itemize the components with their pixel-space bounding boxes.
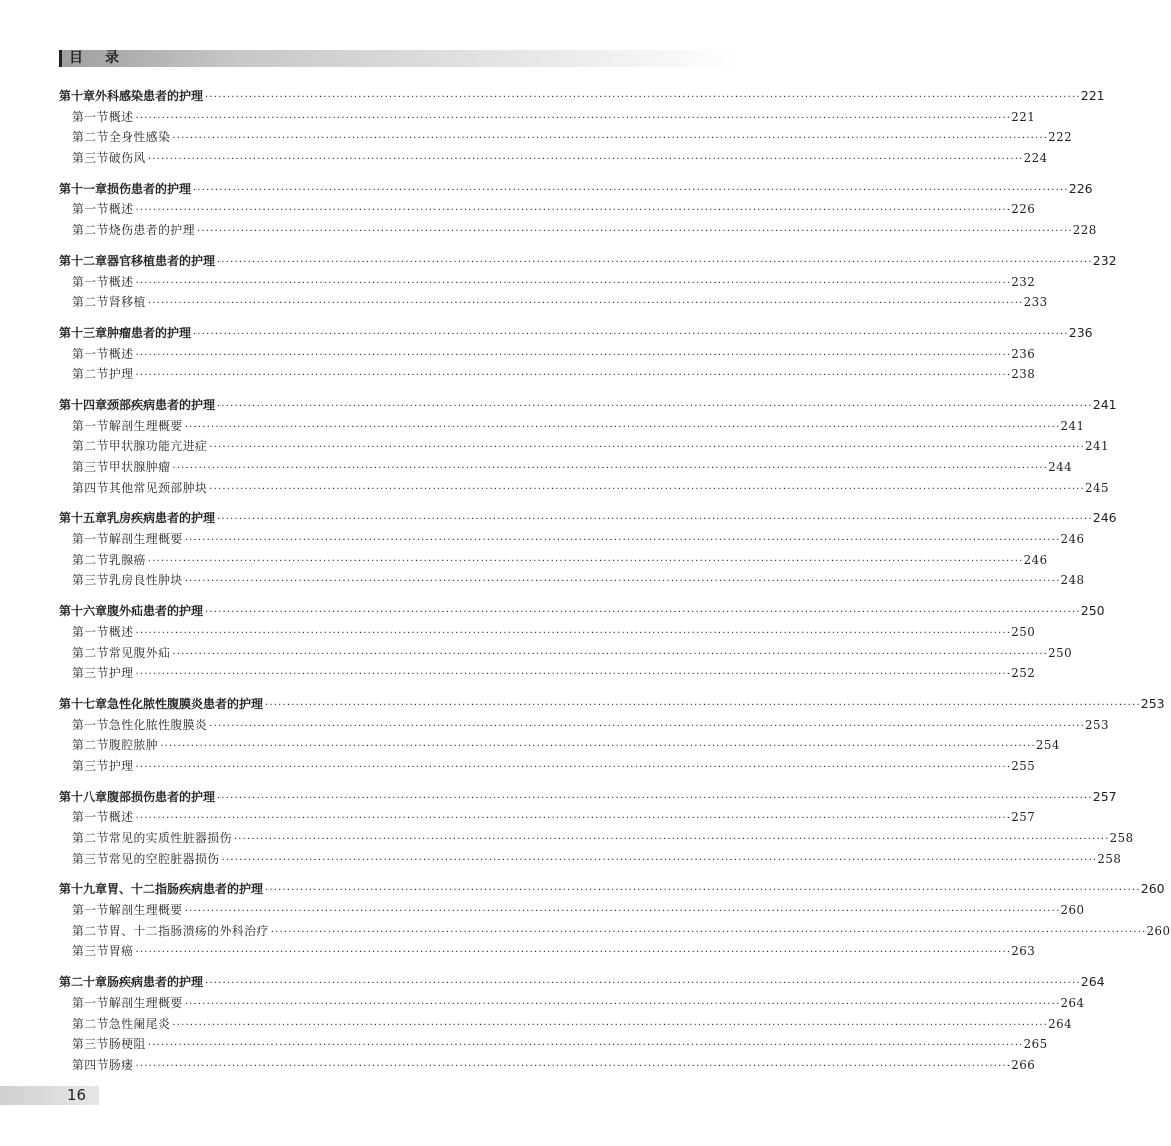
chapter-page-number: 232 bbox=[1092, 252, 1117, 268]
dot-leader: ········································································································································································································ bbox=[193, 328, 1069, 340]
section-number: 第二节 bbox=[72, 738, 109, 753]
dot-leader: ········································································································································································································ bbox=[184, 421, 1061, 433]
toc-section-entry[interactable] bbox=[59, 942, 1036, 963]
chapter-number: 第十六章 bbox=[59, 604, 108, 619]
section-title: 概述 bbox=[108, 346, 134, 361]
chapter-group bbox=[59, 324, 1093, 386]
dot-leader: ········································································································································································································ bbox=[135, 627, 1012, 639]
dot-leader: ········································································································································································································ bbox=[147, 555, 1024, 567]
section-page-number: 238 bbox=[1011, 367, 1036, 382]
section-number: 第二节 bbox=[72, 1016, 109, 1031]
section-number: 第一节 bbox=[72, 903, 109, 918]
chapter-number: 第十二章 bbox=[59, 253, 108, 268]
section-number: 第三节 bbox=[72, 666, 109, 681]
section-title: 解剖生理概要 bbox=[108, 532, 183, 547]
section-title: 护理 bbox=[108, 367, 134, 382]
section-title: 常见腹外疝 bbox=[108, 645, 171, 660]
section-title: 肾移植 bbox=[108, 295, 146, 310]
section-page-number: 228 bbox=[1072, 223, 1097, 238]
section-number: 第二节 bbox=[72, 439, 109, 454]
section-number: 第二节 bbox=[72, 552, 109, 567]
chapter-group bbox=[59, 788, 1134, 871]
dot-leader: ········································································································································································································ bbox=[217, 400, 1093, 412]
section-page-number: 232 bbox=[1011, 274, 1036, 289]
section-title: 急性阑尾炎 bbox=[108, 1016, 171, 1031]
section-number: 第三节 bbox=[72, 758, 109, 773]
dot-leader: ········································································································································································································ bbox=[221, 854, 1098, 866]
chapter-page-number: 241 bbox=[1092, 396, 1117, 412]
section-title: 概述 bbox=[108, 624, 134, 639]
section-page-number: 246 bbox=[1023, 552, 1048, 567]
dot-leader: ········································································································································································································ bbox=[135, 669, 1012, 681]
section-number: 第四节 bbox=[72, 480, 109, 495]
toc-section-entry[interactable] bbox=[59, 1035, 1048, 1056]
section-title: 护理 bbox=[108, 758, 134, 773]
section-page-number: 264 bbox=[1060, 995, 1085, 1010]
chapter-title: 腹部损伤患者的护理 bbox=[107, 789, 216, 804]
section-page-number: 250 bbox=[1011, 624, 1036, 639]
section-number: 第一节 bbox=[72, 624, 109, 639]
toc-chapter-entry[interactable] bbox=[59, 973, 1105, 994]
chapter-title: 腹外疝患者的护理 bbox=[107, 604, 204, 619]
section-number: 第三节 bbox=[72, 460, 109, 474]
toc-section-entry[interactable] bbox=[59, 623, 1036, 644]
chapter-title: 肠疾病患者的护理 bbox=[107, 975, 204, 990]
dot-leader: ········································································································································································································ bbox=[233, 834, 1110, 845]
section-title: 甲状腺功能亢进症 bbox=[108, 439, 208, 454]
toc-chapter-entry[interactable] bbox=[59, 87, 1105, 108]
section-title: 解剖生理概要 bbox=[108, 418, 183, 433]
toc-section-entry[interactable] bbox=[59, 922, 1171, 943]
section-number: 第一节 bbox=[72, 109, 109, 124]
toc-section-entry[interactable] bbox=[59, 108, 1036, 129]
section-page-number: 222 bbox=[1048, 130, 1073, 145]
section-page-number: 263 bbox=[1011, 944, 1036, 959]
section-number: 第一节 bbox=[72, 995, 109, 1010]
section-page-number: 241 bbox=[1085, 439, 1110, 454]
dot-leader: ········································································································································································································ bbox=[135, 205, 1012, 217]
dot-leader: ········································································································································································································ bbox=[184, 906, 1061, 918]
section-page-number: 260 bbox=[1146, 923, 1171, 938]
toc-section-entry[interactable] bbox=[59, 530, 1085, 551]
section-page-number: 253 bbox=[1085, 717, 1110, 732]
toc-section-entry[interactable] bbox=[59, 757, 1036, 778]
section-title: 常见的实质性脏器损伤 bbox=[108, 831, 232, 845]
section-page-number: 241 bbox=[1060, 418, 1085, 433]
section-number: 第一节 bbox=[72, 532, 109, 547]
toc-section-entry[interactable] bbox=[59, 365, 1036, 386]
toc-section-entry[interactable] bbox=[59, 221, 1097, 242]
section-page-number: 245 bbox=[1085, 480, 1110, 495]
dot-leader: ········································································································································································································ bbox=[135, 813, 1012, 825]
section-page-number: 266 bbox=[1011, 1057, 1036, 1072]
section-number: 第四节 bbox=[72, 1057, 109, 1072]
section-number: 第一节 bbox=[72, 274, 109, 289]
dot-leader: ········································································································································································································ bbox=[205, 607, 1081, 619]
toc-section-entry[interactable] bbox=[59, 644, 1073, 665]
dot-leader: ········································································································································································································ bbox=[193, 184, 1069, 196]
dot-leader: ········································································································································································································ bbox=[135, 277, 1012, 289]
section-number: 第一节 bbox=[72, 346, 109, 361]
toc-chapter-entry[interactable] bbox=[59, 880, 1165, 901]
chapter-title: 颈部疾病患者的护理 bbox=[107, 397, 216, 412]
toc-section-entry[interactable] bbox=[59, 128, 1073, 149]
chapter-group bbox=[59, 973, 1105, 1076]
section-page-number: 254 bbox=[1035, 738, 1060, 753]
chapter-group bbox=[59, 695, 1165, 778]
dot-leader: ········································································································································································································ bbox=[172, 648, 1049, 660]
toc-section-entry[interactable] bbox=[59, 273, 1036, 294]
dot-leader: ········································································································································································································ bbox=[184, 576, 1061, 588]
toc-section-entry[interactable] bbox=[59, 994, 1085, 1015]
section-title: 概述 bbox=[108, 109, 134, 124]
toc-section-entry[interactable] bbox=[59, 551, 1048, 572]
section-page-number: 233 bbox=[1023, 295, 1048, 310]
dot-leader: ········································································································································································································ bbox=[172, 463, 1049, 474]
chapter-title: 损伤患者的护理 bbox=[107, 181, 192, 196]
section-page-number: 252 bbox=[1011, 666, 1036, 681]
chapter-page-number: 221 bbox=[1080, 88, 1105, 103]
dot-leader: ········································································································································································································ bbox=[172, 133, 1049, 145]
chapter-number: 第十三章 bbox=[59, 325, 108, 340]
dot-leader: ········································································································································································································ bbox=[205, 978, 1081, 990]
toc-section-entry[interactable] bbox=[59, 345, 1036, 366]
toc-chapter-entry[interactable] bbox=[59, 788, 1117, 809]
toc-chapter-entry[interactable] bbox=[59, 324, 1093, 345]
section-number: 第二节 bbox=[72, 223, 109, 238]
chapter-page-number: 226 bbox=[1068, 180, 1093, 196]
toc-chapter-entry[interactable] bbox=[59, 602, 1105, 623]
toc-chapter-entry[interactable] bbox=[59, 695, 1165, 716]
toc-section-entry[interactable] bbox=[59, 479, 1110, 500]
toc-section-entry[interactable] bbox=[59, 200, 1036, 221]
section-page-number: 246 bbox=[1060, 532, 1085, 547]
dot-leader: ········································································································································································································ bbox=[265, 885, 1141, 897]
dot-leader: ········································································································································································································ bbox=[135, 112, 1012, 124]
section-title: 解剖生理概要 bbox=[108, 995, 183, 1010]
section-title: 乳房良性肿块 bbox=[108, 573, 183, 588]
dot-leader: ········································································································································································································ bbox=[209, 483, 1086, 495]
dot-leader: ········································································································································································································ bbox=[217, 514, 1093, 526]
toc-section-entry[interactable] bbox=[59, 1056, 1036, 1077]
chapter-group bbox=[59, 87, 1105, 170]
chapter-number: 第十章 bbox=[59, 89, 96, 103]
toc-chapter-entry[interactable] bbox=[59, 396, 1117, 417]
section-title: 常见的空腔脏器损伤 bbox=[108, 851, 220, 866]
section-number: 第二节 bbox=[72, 367, 109, 382]
toc-section-entry[interactable] bbox=[59, 829, 1134, 850]
dot-leader: ········································································································································································································ bbox=[147, 298, 1024, 310]
section-title: 甲状腺肿瘤 bbox=[108, 460, 171, 474]
dot-leader: ········································································································································································································ bbox=[147, 154, 1024, 166]
toc-section-entry[interactable] bbox=[59, 716, 1110, 737]
chapter-group bbox=[59, 602, 1105, 685]
chapter-page-number: 257 bbox=[1092, 788, 1117, 804]
dot-leader: ········································································································································································································ bbox=[147, 1040, 1024, 1052]
dot-leader: ········································································································································································································ bbox=[160, 741, 1036, 753]
toc-section-entry[interactable] bbox=[59, 901, 1085, 922]
table-of-contents bbox=[59, 87, 1171, 1087]
dot-leader: ········································································································································································································ bbox=[197, 226, 1073, 238]
toc-chapter-entry[interactable] bbox=[59, 252, 1117, 273]
section-title: 胃癌 bbox=[108, 944, 134, 959]
toc-section-entry[interactable] bbox=[59, 736, 1060, 757]
section-title: 解剖生理概要 bbox=[108, 903, 183, 918]
header-accent-bar bbox=[59, 50, 62, 67]
section-title: 胃、十二指肠溃疡的外科治疗 bbox=[108, 923, 269, 938]
chapter-group bbox=[59, 396, 1117, 499]
section-number: 第二节 bbox=[72, 295, 109, 310]
dot-leader: ········································································································································································································ bbox=[270, 926, 1147, 938]
section-number: 第三节 bbox=[72, 1037, 109, 1052]
chapter-number: 第十七章 bbox=[59, 696, 108, 711]
dot-leader: ········································································································································································································ bbox=[184, 998, 1061, 1010]
toc-chapter-entry[interactable] bbox=[59, 509, 1117, 530]
section-title: 破伤风 bbox=[108, 151, 146, 166]
section-number: 第一节 bbox=[72, 418, 109, 433]
dot-leader: ········································································································································································································ bbox=[135, 761, 1012, 773]
section-number: 第二节 bbox=[72, 923, 109, 938]
section-page-number: 226 bbox=[1011, 202, 1036, 217]
dot-leader: ········································································································································································································ bbox=[265, 699, 1141, 711]
dot-leader: ········································································································································································································ bbox=[135, 370, 1012, 382]
chapter-title: 外科感染患者的护理 bbox=[95, 89, 204, 103]
section-page-number: 248 bbox=[1060, 573, 1085, 588]
dot-leader: ········································································································································································································ bbox=[135, 1060, 1012, 1072]
dot-leader: ········································································································································································································ bbox=[172, 1019, 1049, 1031]
toc-section-entry[interactable] bbox=[59, 293, 1048, 314]
toc-section-entry[interactable] bbox=[59, 1015, 1073, 1036]
chapter-number: 第十八章 bbox=[59, 789, 108, 804]
section-title: 肠梗阻 bbox=[108, 1037, 146, 1052]
section-title: 护理 bbox=[108, 666, 134, 681]
chapter-title: 器官移植患者的护理 bbox=[107, 253, 216, 268]
chapter-number: 第十一章 bbox=[59, 181, 108, 196]
dot-leader: ········································································································································································································ bbox=[209, 720, 1086, 732]
section-page-number: 221 bbox=[1011, 109, 1036, 124]
chapter-number: 第十九章 bbox=[59, 882, 108, 897]
section-number: 第一节 bbox=[72, 202, 109, 217]
chapter-page-number: 264 bbox=[1080, 974, 1105, 990]
section-number: 第二节 bbox=[72, 130, 109, 145]
section-title: 概述 bbox=[108, 274, 134, 289]
toc-section-entry[interactable] bbox=[59, 808, 1036, 829]
section-page-number: 264 bbox=[1048, 1016, 1073, 1031]
chapter-group bbox=[59, 880, 1171, 963]
toc-section-entry[interactable] bbox=[59, 149, 1048, 170]
section-number: 第三节 bbox=[72, 851, 109, 866]
chapter-group bbox=[59, 252, 1117, 314]
section-page-number: 236 bbox=[1011, 346, 1036, 361]
chapter-page-number: 253 bbox=[1140, 695, 1165, 711]
chapter-title: 乳房疾病患者的护理 bbox=[107, 511, 216, 526]
chapter-number: 第十四章 bbox=[59, 397, 108, 412]
dot-leader: ········································································································································································································ bbox=[217, 256, 1093, 268]
toc-chapter-entry[interactable] bbox=[59, 180, 1093, 201]
section-title: 肠瘘 bbox=[108, 1057, 134, 1072]
dot-leader: ········································································································································································································ bbox=[217, 792, 1093, 804]
dot-leader: ········································································································································································································ bbox=[205, 92, 1081, 103]
chapter-group bbox=[59, 509, 1117, 592]
section-page-number: 224 bbox=[1023, 151, 1048, 166]
page-number: 16 bbox=[67, 1086, 87, 1104]
toc-section-entry[interactable] bbox=[59, 664, 1036, 685]
section-number: 第一节 bbox=[72, 810, 109, 825]
section-title: 乳腺癌 bbox=[108, 552, 146, 567]
section-number: 第三节 bbox=[72, 151, 109, 166]
section-title: 其他常见颈部肿块 bbox=[108, 480, 208, 495]
section-page-number: 260 bbox=[1060, 903, 1085, 918]
chapter-group bbox=[59, 180, 1097, 242]
dot-leader: ········································································································································································································ bbox=[135, 947, 1012, 959]
toc-section-entry[interactable] bbox=[59, 417, 1085, 438]
section-number: 第一节 bbox=[72, 717, 109, 732]
chapter-number: 第二十章 bbox=[59, 975, 108, 990]
dot-leader: ········································································································································································································ bbox=[184, 535, 1061, 547]
section-page-number: 257 bbox=[1011, 810, 1036, 825]
section-number: 第二节 bbox=[72, 645, 109, 660]
section-number: 第二节 bbox=[72, 831, 109, 845]
dot-leader: ········································································································································································································ bbox=[135, 349, 1012, 361]
section-page-number: 258 bbox=[1097, 851, 1122, 866]
page-header bbox=[59, 50, 739, 67]
section-page-number: 255 bbox=[1011, 758, 1036, 773]
chapter-page-number: 260 bbox=[1140, 881, 1165, 897]
toc-section-entry[interactable] bbox=[59, 437, 1110, 458]
section-number: 第三节 bbox=[72, 944, 109, 959]
section-page-number: 265 bbox=[1023, 1037, 1048, 1052]
section-page-number: 250 bbox=[1048, 645, 1073, 660]
header-title: 目录 bbox=[69, 50, 141, 66]
section-page-number: 258 bbox=[1109, 831, 1134, 845]
section-title: 腹腔脓肿 bbox=[108, 738, 159, 753]
chapter-page-number: 246 bbox=[1092, 510, 1117, 526]
section-number: 第三节 bbox=[72, 573, 109, 588]
section-title: 概述 bbox=[108, 202, 134, 217]
section-title: 全身性感染 bbox=[108, 130, 171, 145]
chapter-title: 急性化脓性腹膜炎患者的护理 bbox=[107, 696, 264, 711]
chapter-title: 肿瘤患者的护理 bbox=[107, 325, 192, 340]
section-title: 烧伤患者的护理 bbox=[108, 223, 195, 238]
section-page-number: 244 bbox=[1048, 460, 1073, 474]
dot-leader: ········································································································································································································ bbox=[209, 442, 1086, 454]
chapter-page-number: 236 bbox=[1068, 324, 1093, 340]
section-title: 急性化脓性腹膜炎 bbox=[108, 717, 208, 732]
toc-section-entry[interactable] bbox=[59, 571, 1085, 592]
toc-section-entry[interactable] bbox=[59, 458, 1073, 479]
chapter-page-number: 250 bbox=[1080, 603, 1105, 619]
toc-section-entry[interactable] bbox=[59, 850, 1122, 871]
chapter-number: 第十五章 bbox=[59, 511, 108, 526]
chapter-title: 胃、十二指肠疾病患者的护理 bbox=[107, 882, 264, 897]
section-title: 概述 bbox=[108, 810, 134, 825]
